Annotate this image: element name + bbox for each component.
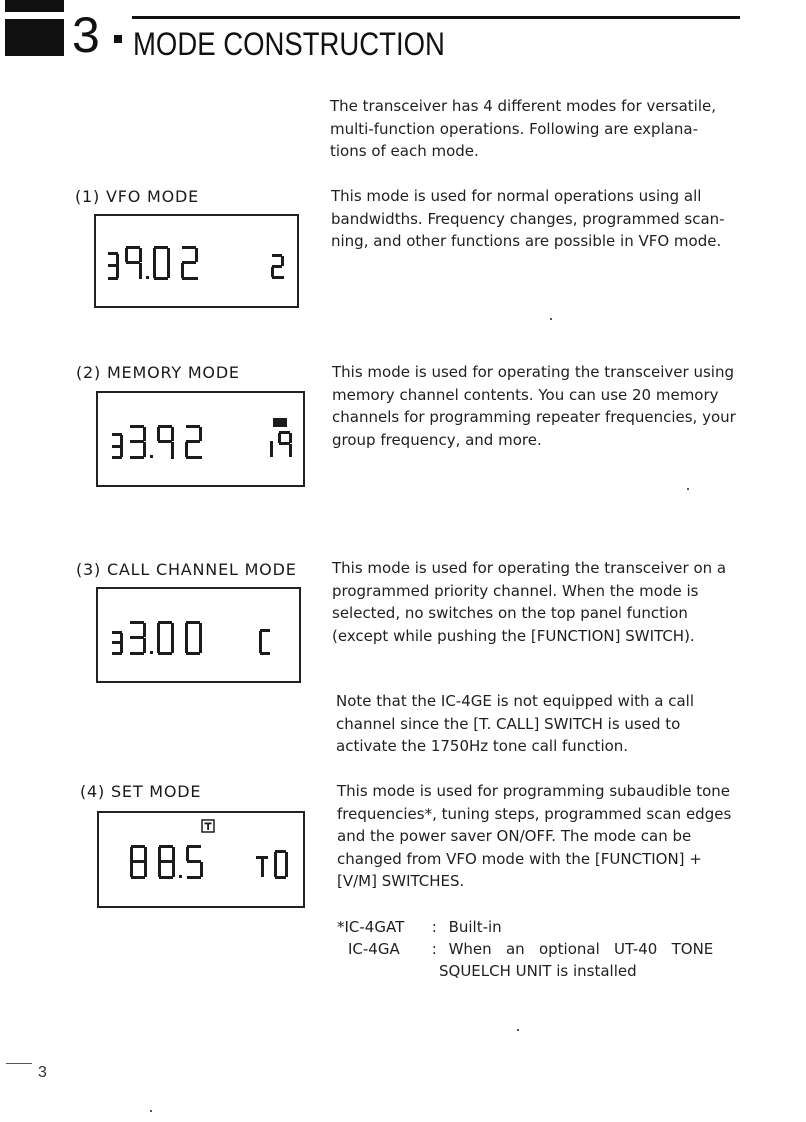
lcd-side-digit: [278, 431, 292, 457]
lcd-side-digit: [271, 254, 284, 279]
call-channel-lcd-digits: [98, 589, 299, 681]
description-line: and the power saver ON/OFF. The mode can be: [337, 827, 692, 845]
lcd-digit: [185, 621, 202, 655]
page-number-rule: [6, 1063, 32, 1064]
lcd-decimal-point: [150, 651, 153, 654]
vfo-lcd-digits: [96, 216, 297, 306]
call-channel-mode-description: [332, 557, 744, 647]
header-rule: [132, 16, 740, 19]
lcd-side-digit: [270, 441, 273, 457]
description-line: bandwidths. Frequency changes, programmed scan-: [331, 209, 725, 228]
footnote-model: IC-4GA: [348, 940, 400, 958]
description-line: memory channel contents. You can use 20 memory: [332, 385, 719, 404]
lcd-side-digit: [256, 856, 268, 877]
section-number-dot: [114, 35, 122, 43]
description-line: group frequency, and more.: [332, 430, 542, 449]
description-line: changed from VFO mode with the [FUNCTION] +: [337, 849, 702, 868]
description-line: ning, and other functions are possible in VFO mode.: [331, 232, 722, 250]
memory-mode-description: [332, 361, 742, 451]
footnote-separator: :: [431, 918, 437, 936]
set-mode-lcd-digits: [99, 813, 303, 906]
lcd-digit: [125, 246, 142, 279]
vfo-mode-heading: (1) VFO MODE: [75, 187, 200, 206]
intro-line: tions of each mode.: [330, 142, 479, 160]
lcd-digit: [186, 845, 203, 879]
lcd-decimal-point: [150, 455, 153, 458]
footnote-row: [337, 916, 502, 938]
vfo-lcd-display: [94, 214, 299, 308]
description-line: This mode is used for operating the transceiver on a: [332, 559, 727, 577]
description-line: channels for programming repeater frequencies, your: [332, 408, 736, 426]
description-line: This mode is used for operating the transceiver using: [332, 363, 734, 381]
lcd-digit: [130, 621, 146, 655]
footnote-text: When an optional UT-40 TONE: [448, 940, 714, 958]
memory-mode-heading: (2) MEMORY MODE: [76, 363, 240, 382]
lcd-digit: [112, 631, 123, 655]
lcd-decimal-point: [179, 875, 182, 878]
lcd-side-digit: [259, 629, 270, 655]
description-line: selected, no switches on the top panel function: [332, 604, 688, 622]
note-line: activate the 1750Hz tone call function.: [336, 737, 629, 755]
scan-speck: [150, 1110, 152, 1112]
lcd-decimal-point: [146, 276, 149, 279]
description-line: This mode is used for normal operations using all: [331, 187, 702, 205]
set-mode-lcd-display: [97, 811, 305, 908]
lcd-digit: [130, 425, 146, 459]
intro-paragraph: [330, 95, 742, 163]
description-line: This mode is used for programming subaudible tone: [337, 782, 731, 800]
lcd-side-digit: [274, 850, 288, 879]
scan-speck: [687, 488, 689, 490]
lcd-digit: [181, 246, 198, 280]
description-line: frequencies*, tuning steps, programmed scan edges: [337, 804, 732, 823]
lcd-digit: [158, 845, 175, 879]
footnote-model: *IC-4GAT: [337, 918, 405, 936]
page-title: MODE CONSTRUCTION: [133, 26, 445, 62]
lcd-digit: [153, 246, 170, 280]
intro-line: multi-function operations. Following are explana-: [330, 119, 699, 138]
footnote-row: [348, 938, 748, 960]
vfo-mode-description: [331, 185, 743, 253]
call-channel-note: [336, 690, 746, 758]
call-channel-mode-heading: (3) CALL CHANNEL MODE: [76, 560, 297, 579]
scan-speck: [550, 318, 552, 320]
scan-speck: [517, 1029, 519, 1031]
set-mode-heading: (4) SET MODE: [80, 782, 202, 801]
memory-indicator-icon: [273, 418, 287, 427]
page-number: 3: [38, 1064, 47, 1081]
memory-lcd-digits: [98, 393, 303, 485]
description-line: [V/M] SWITCHES.: [337, 872, 465, 890]
lcd-digit: [185, 425, 202, 459]
description-line: programmed priority channel. When the mode is: [332, 581, 699, 600]
description-line: (except while pushing the [FUNCTION] SWITCH).: [332, 626, 695, 645]
section-tab-bottom: [5, 19, 64, 56]
note-line: Note that the IC-4GE is not equipped with a call: [336, 692, 695, 710]
intro-line: The transceiver has 4 different modes for versatile,: [330, 97, 716, 115]
lcd-digit: [157, 425, 174, 459]
lcd-digit: [112, 433, 123, 459]
section-tab-top: [5, 0, 64, 12]
lcd-digit: [157, 621, 174, 655]
footnote-separator: :: [431, 940, 437, 958]
lcd-digit: [108, 252, 119, 280]
note-line: channel since the [T. CALL] SWITCH is used to: [336, 714, 681, 733]
call-channel-lcd-display: [96, 587, 301, 683]
tone-indicator-icon: [202, 820, 214, 832]
footnote-text: Built-in: [448, 918, 502, 936]
footnote-continuation: SQUELCH UNIT is installed: [439, 962, 637, 980]
lcd-digit: [130, 845, 147, 879]
set-mode-description: [337, 780, 747, 893]
memory-lcd-display: [96, 391, 305, 487]
section-number: 3: [72, 7, 100, 63]
